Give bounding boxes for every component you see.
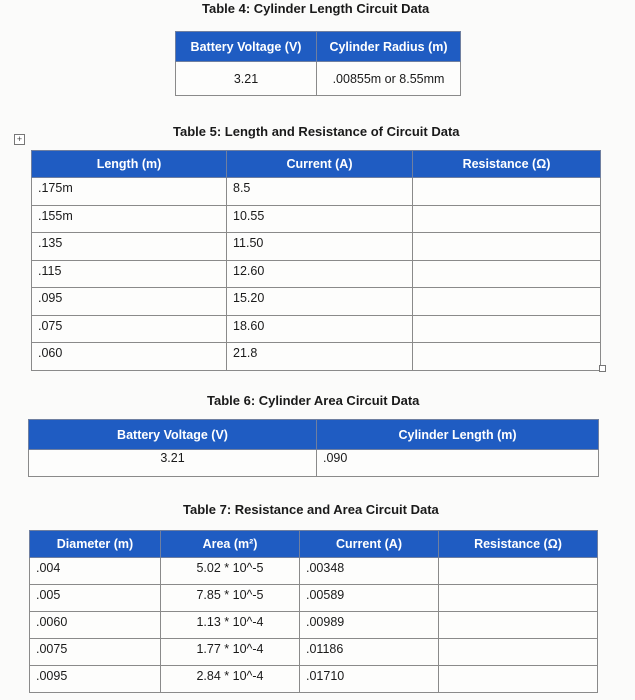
table5-cell[interactable] [413,260,601,288]
table5-cell[interactable]: .175m [32,178,227,206]
table5-cell[interactable] [413,288,601,316]
table7-cell[interactable]: .005 [30,585,161,612]
table4-header-radius: Cylinder Radius (m) [317,32,461,62]
table5-row [32,315,601,343]
table7-cell[interactable]: .01710 [300,666,439,693]
table5-caption: Table 5: Length and Resistance of Circuit Data [173,124,460,139]
table7-header-current: Current (A) [300,531,439,558]
table7-cell[interactable] [439,612,598,639]
table7-cell[interactable]: .0075 [30,639,161,666]
table6-header-voltage: Battery Voltage (V) [29,420,317,450]
table5-cell[interactable]: .155m [32,205,227,233]
table5-cell[interactable]: 8.5 [227,178,413,206]
table7-cell[interactable]: 1.13 * 10^-4 [161,612,300,639]
table7-body [30,558,598,693]
table5-header-resistance: Resistance (Ω) [413,151,601,178]
table5-row [32,205,601,233]
table5-cell[interactable]: .115 [32,260,227,288]
table5-cell[interactable]: 11.50 [227,233,413,261]
table-move-handle-icon[interactable]: + [14,134,25,145]
table5-cell[interactable]: .135 [32,233,227,261]
table5-header-length: Length (m) [32,151,227,178]
table5-cell[interactable]: 15.20 [227,288,413,316]
table7-row [30,585,598,612]
table5-cell[interactable]: .075 [32,315,227,343]
table7-cell[interactable]: .0095 [30,666,161,693]
table7-header-diameter: Diameter (m) [30,531,161,558]
table5-cell[interactable] [413,343,601,371]
table5-cell[interactable]: 12.60 [227,260,413,288]
table7-cell[interactable]: .00348 [300,558,439,585]
table7-cell[interactable]: .004 [30,558,161,585]
table7-cell[interactable] [439,558,598,585]
table4-cell[interactable]: 3.21 [176,62,317,96]
table7-row [30,639,598,666]
table5-header-current: Current (A) [227,151,413,178]
table7-header-resistance: Resistance (Ω) [439,531,598,558]
table5-row [32,260,601,288]
table7-row [30,666,598,693]
table7-cell[interactable]: 1.77 * 10^-4 [161,639,300,666]
table7-cell[interactable]: 5.02 * 10^-5 [161,558,300,585]
table7 [29,530,598,693]
table5-cell[interactable]: .095 [32,288,227,316]
table5-cell[interactable] [413,233,601,261]
table5-cell[interactable] [413,315,601,343]
table6-cell[interactable]: 3.21 [29,450,317,477]
table5 [31,150,601,371]
table7-cell[interactable]: .01186 [300,639,439,666]
table7-cell[interactable]: 7.85 * 10^-5 [161,585,300,612]
table7-row [30,558,598,585]
table7-caption: Table 7: Resistance and Area Circuit Data [183,502,439,517]
table7-cell[interactable] [439,585,598,612]
table5-cell[interactable]: 21.8 [227,343,413,371]
table6-header-length: Cylinder Length (m) [317,420,599,450]
table6-cell[interactable]: .090 [317,450,599,477]
table4-cell[interactable]: .00855m or 8.55mm [317,62,461,96]
table5-cell[interactable] [413,178,601,206]
table7-cell[interactable]: .0060 [30,612,161,639]
table7-row [30,612,598,639]
table5-row [32,233,601,261]
table7-cell[interactable]: 2.84 * 10^-4 [161,666,300,693]
table5-cell[interactable] [413,205,601,233]
table5-row [32,343,601,371]
table4-header-voltage: Battery Voltage (V) [176,32,317,62]
table7-cell[interactable]: .00589 [300,585,439,612]
table7-cell[interactable]: .00989 [300,612,439,639]
table5-row [32,288,601,316]
table5-body [32,178,601,371]
table6-caption: Table 6: Cylinder Area Circuit Data [207,393,420,408]
table5-cell[interactable]: .060 [32,343,227,371]
table7-cell[interactable] [439,666,598,693]
table-resize-handle-icon[interactable] [599,365,606,372]
table7-cell[interactable] [439,639,598,666]
table4-caption: Table 4: Cylinder Length Circuit Data [202,1,430,16]
table5-row [32,178,601,206]
table5-cell[interactable]: 10.55 [227,205,413,233]
table5-cell[interactable]: 18.60 [227,315,413,343]
table4 [175,31,461,96]
table6 [28,419,599,477]
table7-header-area: Area (m²) [161,531,300,558]
